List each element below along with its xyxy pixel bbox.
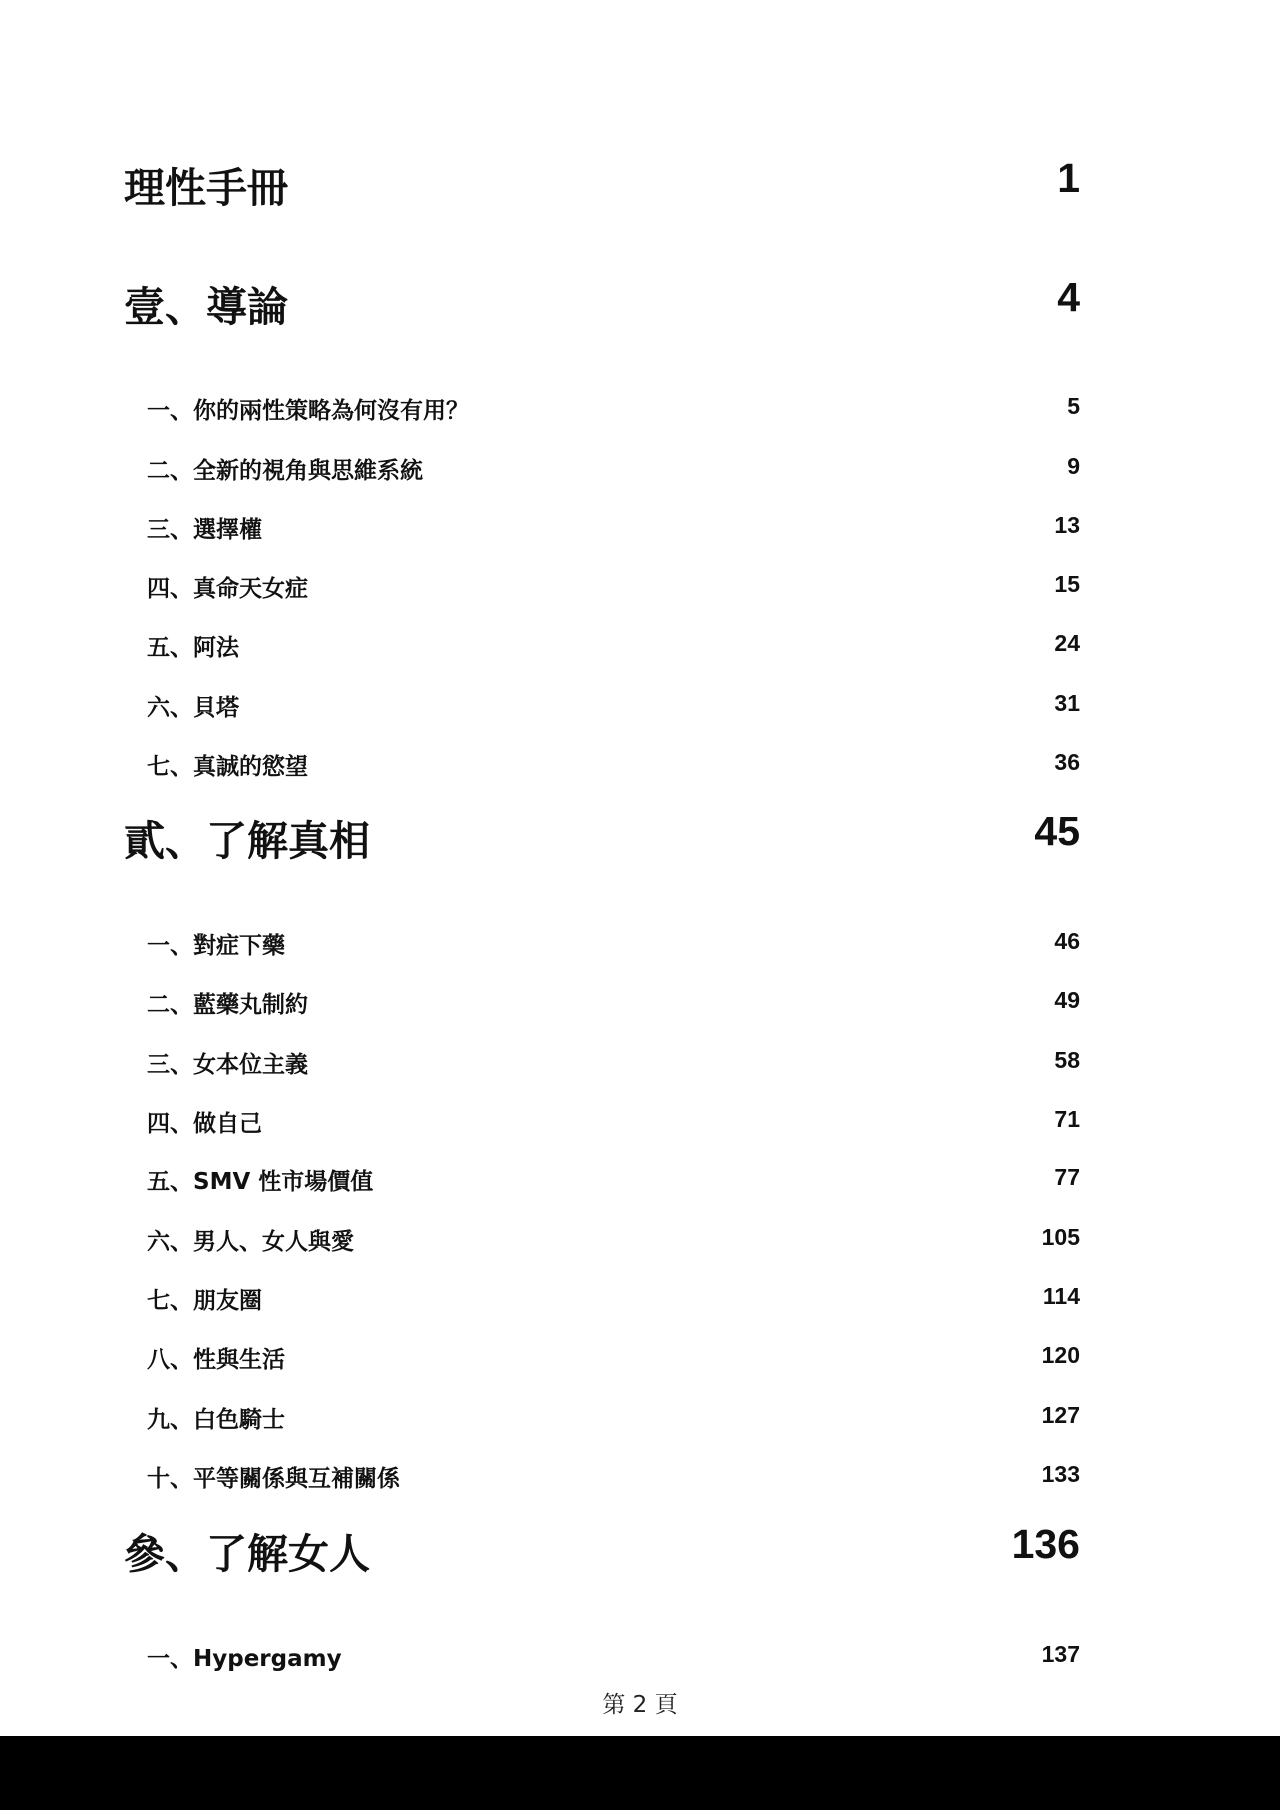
toc-page: 36 bbox=[1054, 749, 1080, 775]
toc-title: 六、男人、女人與愛 bbox=[147, 1229, 354, 1255]
toc-title: 五、阿法 bbox=[147, 635, 239, 661]
toc-title: 二、全新的視角與思維系統 bbox=[147, 458, 423, 484]
toc-page: 71 bbox=[1054, 1106, 1080, 1132]
page-number-footer: 第 2 頁 bbox=[602, 1692, 678, 1718]
toc-page: 133 bbox=[1041, 1461, 1080, 1487]
toc-title: 五、SMV 性市場價值 bbox=[147, 1169, 374, 1195]
toc-page: 24 bbox=[1054, 630, 1080, 656]
toc-title: 七、真誠的慾望 bbox=[147, 754, 308, 780]
toc-page: 127 bbox=[1041, 1402, 1080, 1428]
toc-page: 31 bbox=[1054, 690, 1080, 716]
toc-page: 46 bbox=[1054, 928, 1080, 954]
toc-title: 四、做自己 bbox=[147, 1111, 262, 1137]
toc-title: 二、藍藥丸制約 bbox=[147, 992, 308, 1018]
toc-title: 三、選擇權 bbox=[147, 517, 262, 543]
toc-page: 13 bbox=[1054, 512, 1080, 538]
toc-title: 一、Hypergamy bbox=[147, 1646, 342, 1672]
toc-title: 七、朋友圈 bbox=[147, 1288, 262, 1314]
toc-page: 58 bbox=[1054, 1047, 1080, 1073]
toc-page: 4 bbox=[1057, 274, 1080, 320]
toc-title: 一、對症下藥 bbox=[147, 933, 285, 959]
toc-title: 參、了解女人 bbox=[124, 1530, 370, 1578]
toc-title: 六、貝塔 bbox=[147, 695, 239, 721]
toc-title: 三、女本位主義 bbox=[147, 1052, 308, 1078]
toc-page: 1 bbox=[1057, 155, 1080, 201]
toc-title: 貳、了解真相 bbox=[124, 817, 370, 865]
toc-title: 一、你的兩性策略為何沒有用？ bbox=[147, 398, 469, 424]
toc-page: 105 bbox=[1041, 1224, 1080, 1250]
toc-title: 九、白色騎士 bbox=[147, 1407, 285, 1433]
toc-title: 十、平等關係與互補關係 bbox=[147, 1466, 400, 1492]
toc-title: 理性手冊 bbox=[124, 164, 288, 212]
toc-page: 49 bbox=[1054, 987, 1080, 1013]
toc-page: 5 bbox=[1067, 393, 1080, 419]
toc-title: 八、性與生活 bbox=[147, 1347, 285, 1373]
bottom-black-bar bbox=[0, 1736, 1280, 1810]
toc-page: 77 bbox=[1054, 1164, 1080, 1190]
toc-page: 136 bbox=[1011, 1521, 1080, 1567]
toc-page: 45 bbox=[1034, 808, 1080, 854]
toc-page: 15 bbox=[1054, 571, 1080, 597]
toc-page: 120 bbox=[1041, 1342, 1080, 1368]
toc-page: 137 bbox=[1041, 1641, 1080, 1667]
toc-page: 114 bbox=[1042, 1283, 1080, 1309]
toc-title: 壹、導論 bbox=[124, 283, 288, 331]
toc-page: 9 bbox=[1067, 453, 1080, 479]
toc-title: 四、真命天女症 bbox=[147, 576, 308, 602]
